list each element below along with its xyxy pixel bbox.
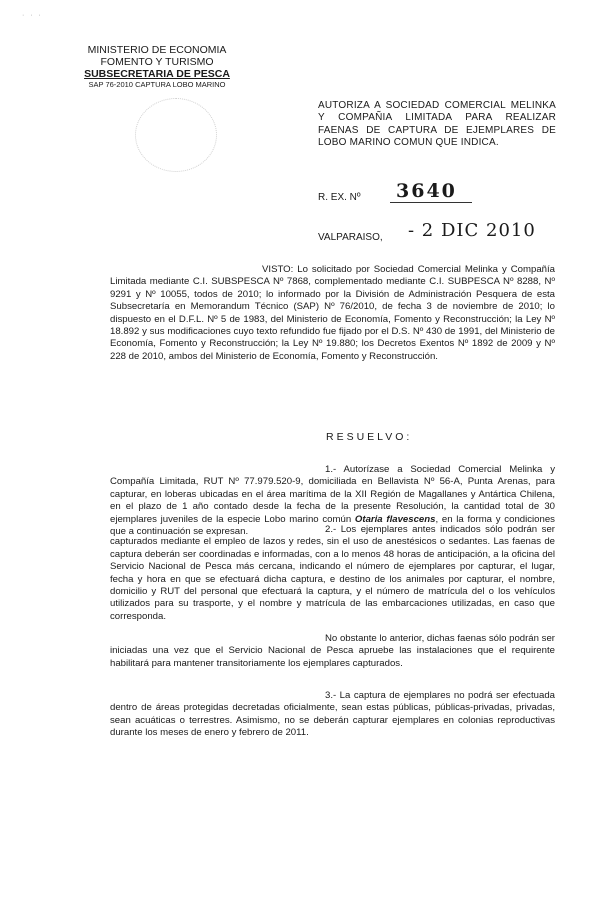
faded-seal-stamp [135,98,217,172]
file-reference: SAP 76-2010 CAPTURA LOBO MARINO [88,80,226,89]
clause-3-lead: 3.- La captura de ejemplares no podrá ser [325,690,510,701]
clause-2 [110,524,555,623]
clause-3 [110,690,555,740]
clause-2-continuation [110,633,555,670]
visto-paragraph [110,264,555,363]
clause-1-lead: 1.- Autorízase a Sociedad Comercial Melinka y [325,464,555,475]
subsecretaria-name: SUBSECRETARIA DE PESCA [84,68,230,80]
clause-2-continuation-text: podrán ser iniciadas una vez que el Servicio Nacional de Pesca apruebe las instalaciones que el requirente habilitará para mantener transitoriamente los ejemplares capturados. [110,633,555,669]
resuelvo-heading: RESUELVO: [326,431,413,443]
visto-lead: VISTO: [262,264,294,275]
corner-mark: · · · [22,12,43,19]
rex-number: 3640 [396,180,457,202]
visto-text: Lo solicitado por Sociedad Comercial Melinka y Compañía Limitada mediante C.I. SUBSPESCA Nº 7868, complementado mediante C.I. SUBPESCA Nº 8288, Nº 9291 y Nº 10055, todos de 2010; lo informado por la División de Administración Pesquera de esta Subsecretaría en Memorandum Técnico (SAP) Nº 76/2010, de fecha 3 de noviembre de 2010; lo dispuesto en el D.F.L. Nº 5 de 1983, del Ministerio de Economía, Fomento y Reconstrucción; la Ley Nº 18.892 y sus modificaciones cuyo texto refundido fue fijado por el D.S. Nº 430 de 1991, del Ministerio de Economía, Fomento y Reconstrucción; la Ley Nº 19.880; los Decretos Exentos Nº 1892 de 2009 y Nº 228 de 2010, ambos del Ministerio de Economía, Fomento y Reconstrucción. [110,264,555,362]
clause-2-lead: 2.- Los ejemplares antes indicados sólo podrán [325,524,538,535]
ministry-subname: FOMENTO Y TURISMO [100,56,214,68]
rex-underline [390,202,472,203]
clause-2-text: ser capturados mediante el empleo de lazos y redes, sin el uso de anestésicos o sedantes. Las faenas de captura deberán ser coordinadas e informadas, con a lo menos 48 horas de anticipación, a la oficina del Servicio Nacional de Pesca más cercana, indicando el número de ejemplares por capturar, el lugar, fecha y hora en que se efectuará dicha captura, e destino de los animales por capturar, el nombre, domicilio y RUT del personal que efectuará la captura, y el número de matrícula del o los vehículos utilizados para su trasporte, y el nombre y matrícula de las embarcaciones utilizadas, en caso que corresponda. [110,524,555,622]
place-label: VALPARAISO, [318,232,383,243]
rex-label: R. EX. Nº [318,192,361,203]
clause-1-tail: , en la forma y condiciones que a continuación se expresan. [110,513,555,538]
clause-1-text: Compañía Limitada, RUT Nº 77.979.520-9, domiciliada en Bellavista Nº 56-A, Punta Arenas, para capturar, en loberas ubicadas en el área marítima de la XII Región de Magallanes y Antártica Chilena, en el plazo de 1 año contado desde la fecha de la presente Resolución, la cantidad total de 30 ejemplares juveniles de la especie Lobo marino común [110,476,555,525]
species-name: Otaria flavescens [354,513,436,525]
clause-2-continuation-lead: No obstante lo anterior, dichas faenas sólo [325,633,507,644]
clause-3-text: efectuada dentro de áreas protegidas decretadas oficialmente, sean estas públicas, públicas-privadas, privadas, sean acuáticas o terrestres. Asimismo, no se deberán capturar ejemplares en colonias reproductivas durante los meses de enero y febrero de 2011. [110,690,555,739]
letterhead [62,44,252,90]
date-stamp: - 2 DIC 2010 [408,220,536,241]
resolution-title: AUTORIZA A SOCIEDAD COMERCIAL MELINKA Y COMPAÑIA LIMITADA PARA REALIZAR FAENAS DE CAPTURA DE EJEMPLARES DE LOBO MARINO COMUN QUE INDICA. [318,100,556,149]
ministry-name: MINISTERIO DE ECONOMIA [87,44,227,56]
